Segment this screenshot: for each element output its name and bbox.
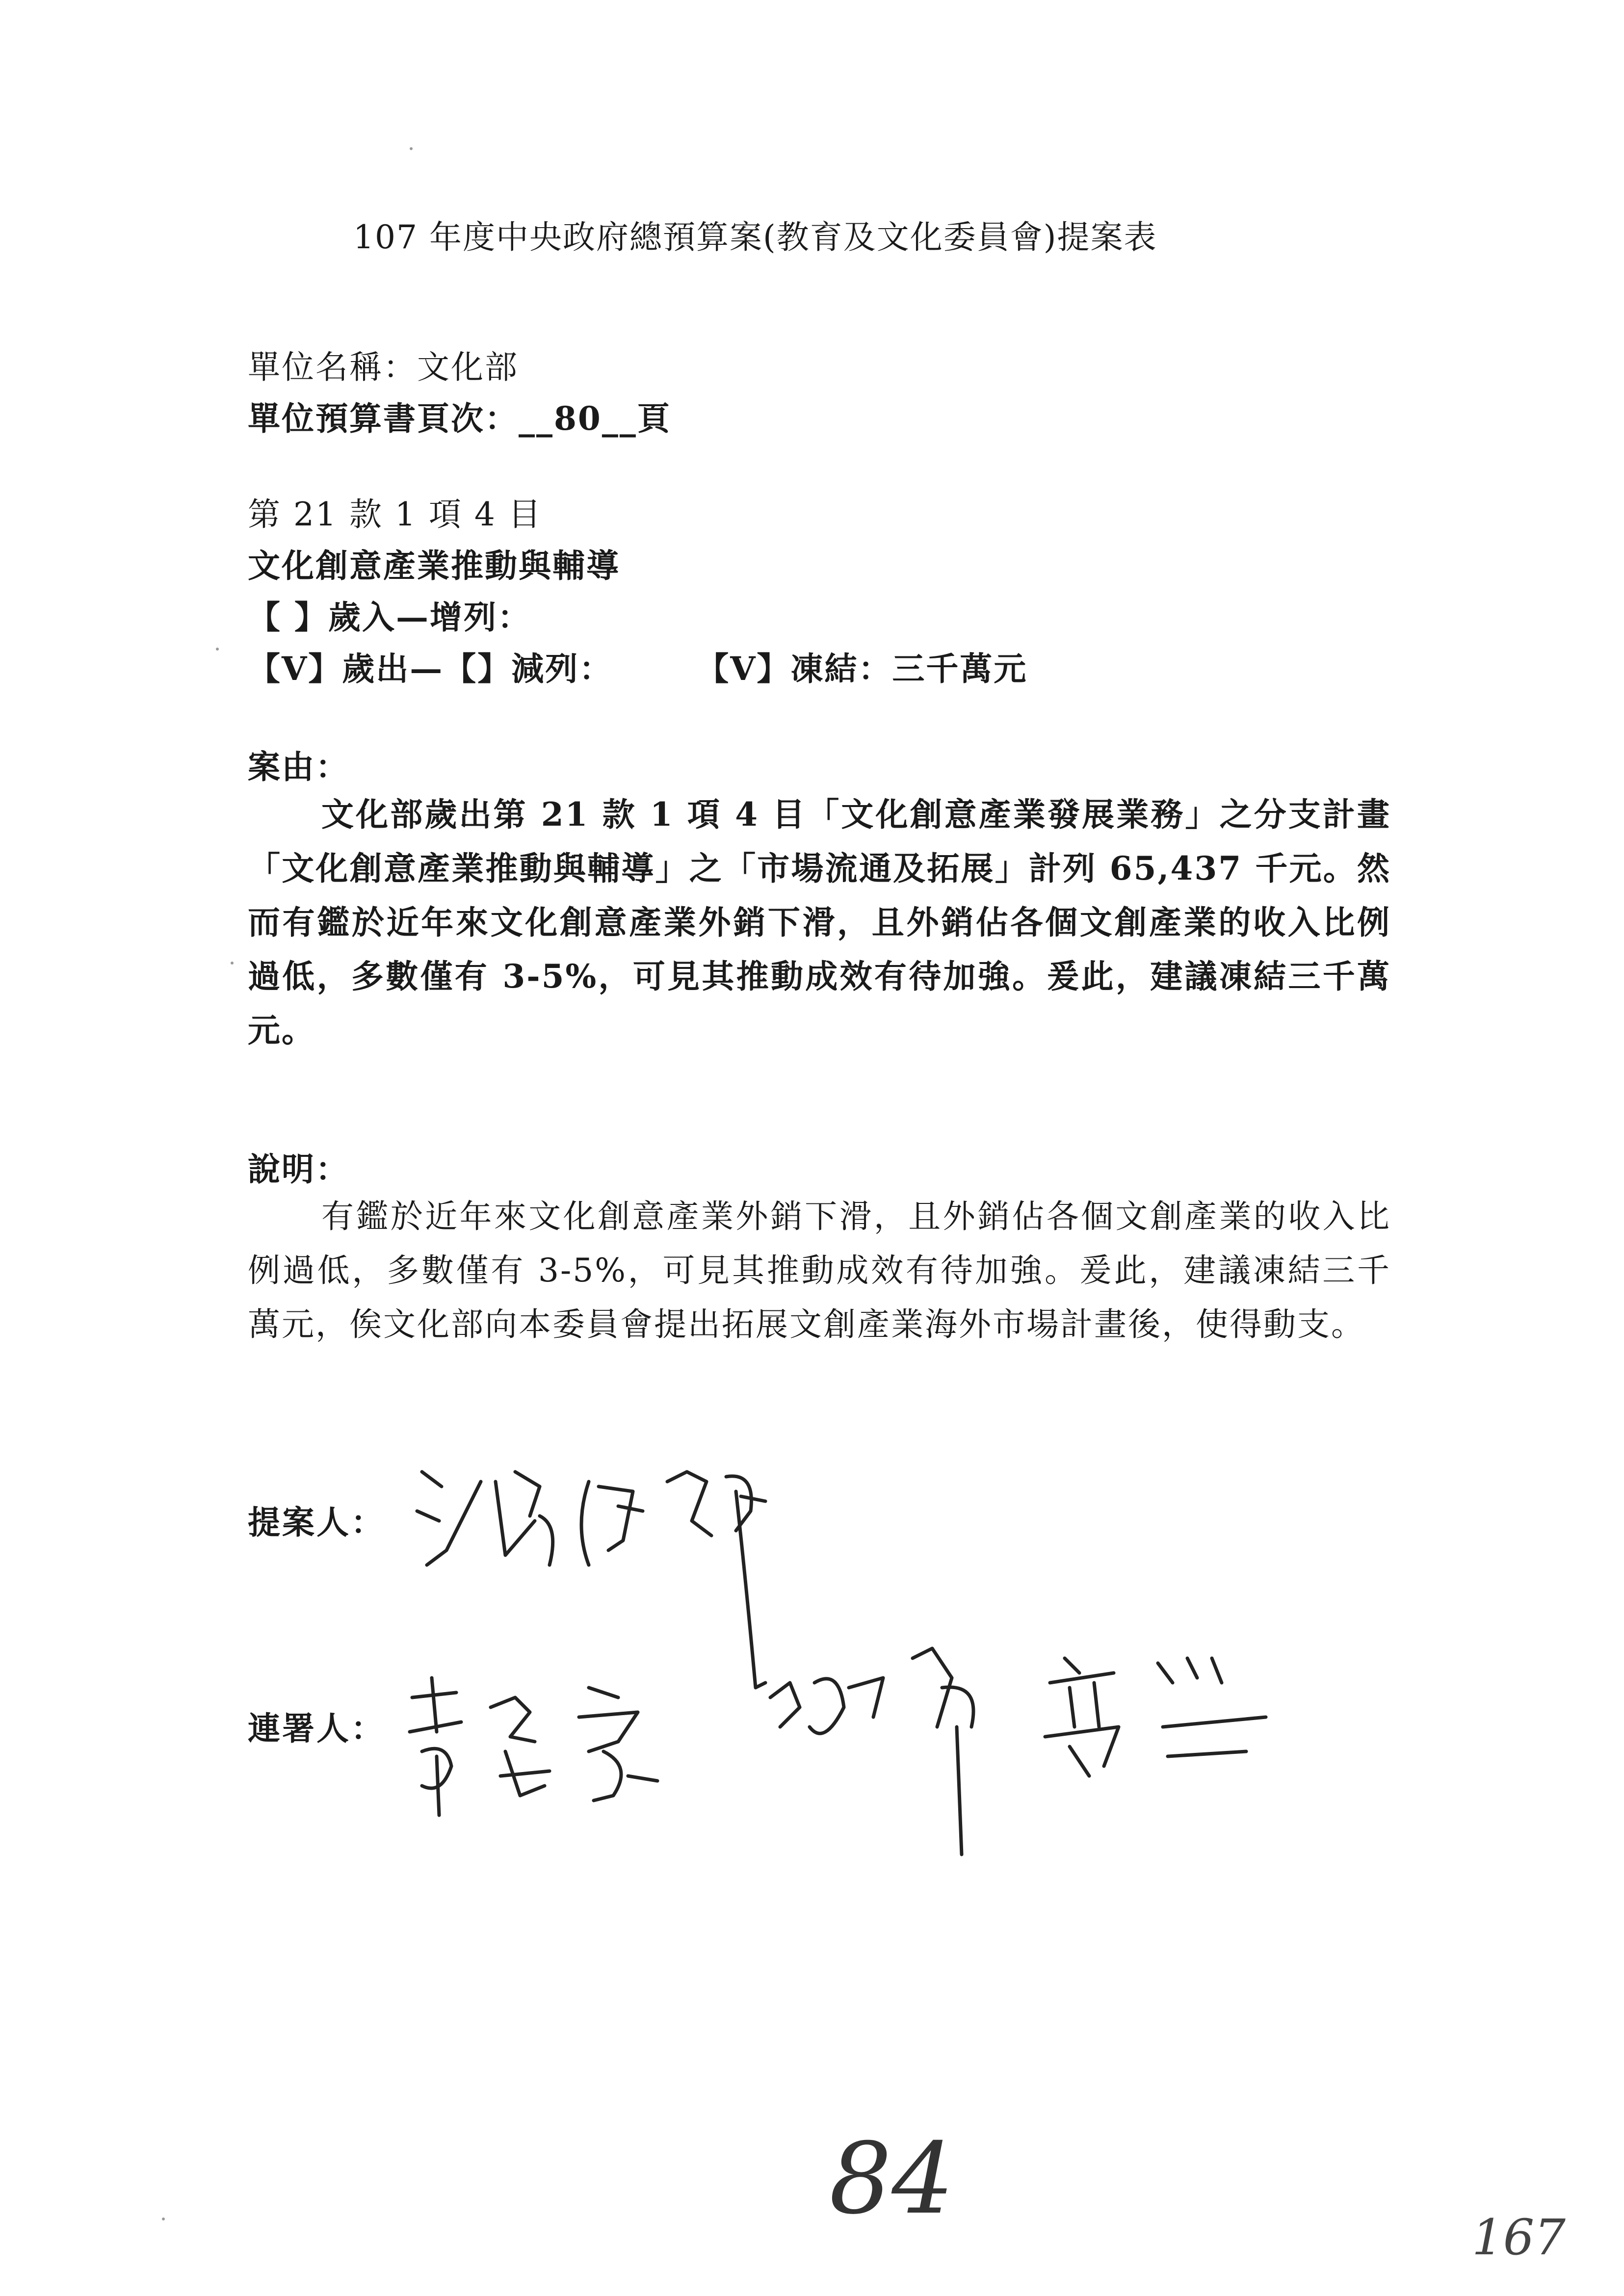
scan-speck	[162, 2218, 165, 2220]
handwritten-page-number-text: 84	[829, 2122, 954, 2236]
revenue-increase-line: 【 】歲入—增列：	[248, 598, 531, 636]
unit-budget-page: 單位預算書頁次：__80__頁	[248, 399, 671, 438]
document-title: 107 年度中央政府總預算案(教育及文化委員會)提案表	[353, 218, 1157, 256]
proposer-label: 提案人：	[248, 1503, 385, 1541]
cosigner-signature-1	[402, 1668, 697, 1830]
expenditure-line	[248, 643, 1027, 689]
reason-body: 文化部歲出第 21 款 1 項 4 目「文化創意產業發展業務」之分支計畫「文化創意產業推動與輔導」之「市場流通及拓展」計列 65,437 千元。然而有鑑於近年來文化創意產業外銷下滑，且外銷佔各個文創產業的收入比例過低，多數僅有 3-5%，可見其推動成效有待加強。爰此，建議凍結三千萬元。	[248, 795, 1391, 1049]
expense-reduce-label: 【V】歲出—【】減列：	[248, 650, 613, 688]
explanation-heading: 說明：	[248, 1150, 349, 1188]
reason-heading: 案由：	[248, 748, 349, 786]
cosigner-label: 連署人：	[248, 1709, 385, 1748]
scan-speck	[216, 648, 219, 651]
unit-name: 單位名稱：文化部	[248, 348, 519, 386]
handwritten-page-number	[824, 2122, 971, 2237]
freeze-label: 【V】凍結：三千萬元	[696, 650, 1028, 688]
handwritten-corner-number-text: 167	[1472, 2209, 1566, 2266]
handwritten-corner-number	[1472, 2208, 1585, 2267]
program-name: 文化創意產業推動與輔導	[248, 547, 620, 585]
scan-speck	[231, 962, 234, 965]
cosigner-signature-2	[726, 1452, 1305, 1879]
budget-account: 第 21 款 1 項 4 目	[248, 496, 542, 533]
explanation-body: 有鑑於近年來文化創意產業外銷下滑，且外銷佔各個文創產業的收入比例過低，多數僅有 3-5%，可見其推動成效有待加強。爰此，建議凍結三千萬元，俟文化部向本委員會提出拓展文創產業海外市場計畫後，使得動支。	[248, 1198, 1391, 1343]
scan-speck	[410, 147, 413, 150]
